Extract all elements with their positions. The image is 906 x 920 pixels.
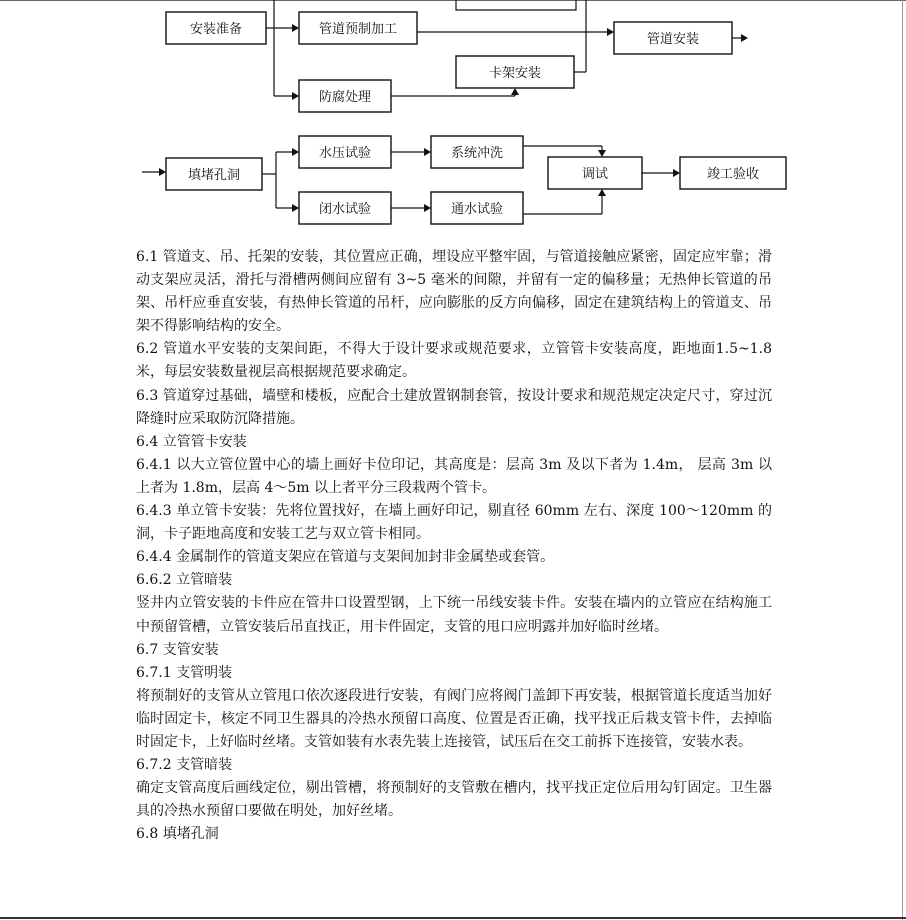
box-anticorrosion-label: 防腐处理 bbox=[318, 90, 372, 105]
para-6-7-2-body: 确定支管高度后画线定位，剔出管槽，将预制好的支管敷在槽内，找平找正定位后用勾钉固定。卫生器具的冷热水预留口要做在明处，加好丝堵。 bbox=[136, 780, 772, 820]
para-6-3: 6.3 管道穿过基础，墙壁和楼板，应配合土建放置钢制套管，按设计要求和规范规定决定尺寸，穿过沉降缝时应采取防沉降措施。 bbox=[136, 387, 772, 427]
box-commissioning bbox=[548, 157, 642, 189]
box-install bbox=[614, 22, 732, 54]
box-prep-label: 安装准备 bbox=[189, 22, 243, 37]
box-acceptance-label: 竣工验收 bbox=[706, 167, 760, 182]
document-body bbox=[136, 246, 772, 846]
box-hydro-test-label: 水压试验 bbox=[318, 146, 372, 161]
box-prep bbox=[166, 12, 266, 44]
box-flush-label: 系统冲洗 bbox=[450, 146, 504, 161]
box-acceptance bbox=[680, 157, 786, 189]
heading-6-7-1: 6.7.1 支管明装 bbox=[136, 664, 233, 681]
box-prefab-label: 管道预制加工 bbox=[318, 22, 398, 37]
flowchart-testing bbox=[142, 136, 786, 224]
heading-6-6-2: 6.6.2 立管暗装 bbox=[136, 572, 233, 589]
flowchart-installation bbox=[166, 0, 748, 112]
para-6-6-2-body: 竖井内立管安装的卡件应在管井口设置型钢，上下统一吊线安装卡件。安装在墙内的立管应在结构施工中预留管槽，立管安装后吊直找正，用卡件固定，支管的甩口应明露并加好临时丝堵。 bbox=[136, 595, 772, 635]
box-hydro-test bbox=[299, 136, 391, 168]
process-flowcharts bbox=[0, 0, 906, 240]
box-water-flow-test bbox=[431, 192, 523, 224]
para-6-4-3: 6.4.3 单立管卡安装：先将位置找好，在墙上画好印记，剔直径 60mm 左右、深度 100～120mm 的洞，卡子距地高度和安装工艺与双立管卡相同。 bbox=[136, 503, 772, 543]
cropped-box-top bbox=[456, 0, 576, 10]
heading-6-4: 6.4 立管管卡安装 bbox=[136, 433, 247, 450]
para-6-7-1-body: 将预制好的支管从立管甩口依次逐段进行安装，有阀门应将阀门盖卸下再安装，根据管道长度适当加好临时固定卡，核定不同卫生器具的冷热水预留口高度、位置是否正确，找平找正后栽支管卡件，去掉临时固定卡，上好临时丝堵。支管如装有水表先装上连接管，试压后在交工前拆下连接管，安装水表。 bbox=[136, 687, 772, 750]
box-anticorrosion bbox=[299, 80, 391, 112]
bottom-border-line bbox=[0, 917, 906, 919]
box-closed-water-test bbox=[299, 192, 391, 224]
box-commissioning-label: 调试 bbox=[581, 167, 609, 182]
heading-6-8: 6.8 填堵孔洞 bbox=[136, 826, 219, 843]
heading-6-7-2: 6.7.2 支管暗装 bbox=[136, 757, 233, 774]
box-closed-water-test-label: 闭水试验 bbox=[318, 202, 372, 217]
box-prefab bbox=[299, 12, 417, 44]
box-water-flow-test-label: 通水试验 bbox=[450, 202, 504, 217]
box-bracket-label: 卡架安装 bbox=[488, 66, 542, 81]
para-6-1: 6.1 管道支、吊、托架的安装，其位置应正确，埋设应平整牢固，与管道接触应紧密，固定应牢靠；滑动支架应灵活，滑托与滑槽两侧间应留有 3~5 毫米的间隙，并留有一定的偏移量；无热伸长管道的吊架、吊杆应垂直安装，有热伸长管道的吊杆，应向膨胀的反方向偏移，固定在建筑结构上的管道支、吊架不得影响结构的安全。 bbox=[136, 249, 772, 335]
para-6-2: 6.2 管道水平安装的支架间距，不得大于设计要求或规范要求，立管管卡安装高度，距地面1.5~1.8 米，每层安装数量视层高根据规范要求确定。 bbox=[136, 341, 772, 381]
box-bracket bbox=[456, 56, 574, 88]
box-install-label: 管道安装 bbox=[646, 32, 700, 47]
box-fill-holes bbox=[166, 158, 262, 190]
para-6-4-4: 6.4.4 金属制作的管道支架应在管道与支架间加封非金属垫或套管。 bbox=[136, 549, 555, 566]
box-flush bbox=[431, 136, 523, 168]
heading-6-7: 6.7 支管安装 bbox=[136, 641, 219, 658]
para-6-4-1: 6.4.1 以大立管位置中心的墙上画好卡位印记，其高度是：层高 3m 及以下者为 1.4m， 层高 3m 以上者为 1.8m，层高 4～5m 以上者平分三段栽两个管卡。 bbox=[136, 456, 772, 496]
box-fill-holes-label: 填堵孔洞 bbox=[187, 168, 241, 183]
